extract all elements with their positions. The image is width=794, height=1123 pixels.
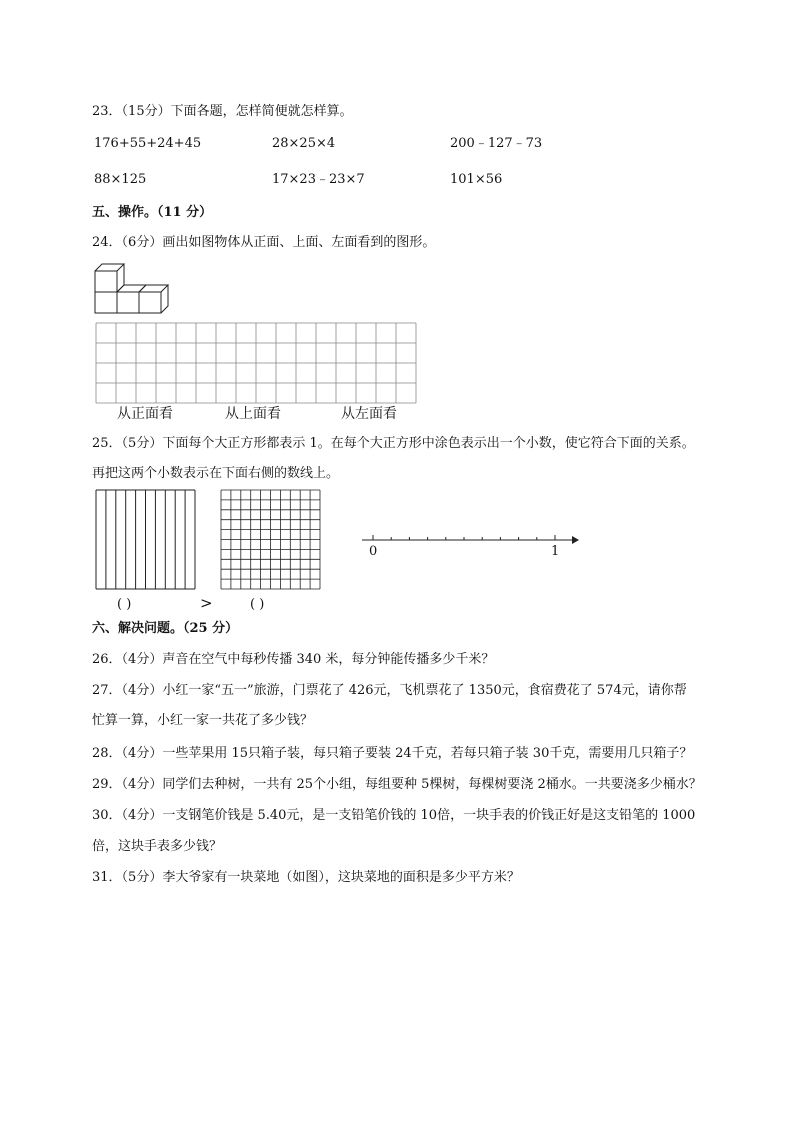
q28-line-1: 28．（4分）一些苹果用 15只箱子装，每只箱子要装 24千克，若每只箱子装 30千克，需要用几只箱子？ <box>92 746 693 761</box>
q25-tenths-square <box>95 489 196 590</box>
q23-expr-1: 176+55+24+45 <box>94 136 202 151</box>
section-6-title: 六、解决问题。（25 分） <box>92 621 239 636</box>
q25-greater-than: > <box>200 594 213 612</box>
q23-heading: 23．（15分）下面各题，怎样简便就怎样算。 <box>92 104 353 119</box>
q23-expr-3: 200﹣127﹣73 <box>450 136 543 151</box>
q27-line-1: 27．（4分）小红一家“五一”旅游，门票花了 426元，飞机票花了 1350元，食宿费花了 574元，请你帮 <box>92 683 687 698</box>
q30-line-2: 倍，这块手表多少钱？ <box>92 839 223 854</box>
q30-line-1: 30．（4分）一支钢笔价钱是 5.40元，是一支铅笔价钱的 10倍，一块手表的价钱正好是这支铅笔的 1000 <box>92 808 696 823</box>
q24-cube-figure <box>94 262 174 316</box>
q23-expr-4: 88×125 <box>94 172 147 187</box>
q23-expr-2: 28×25×4 <box>272 136 336 151</box>
q24-caption-top: 从上面看 <box>225 406 281 422</box>
q24-caption-left: 从左面看 <box>341 406 397 422</box>
q29-line-1: 29．（4分）同学们去种树，一共有 25个小组，每组要种 5棵树，每棵树要浇 2桶水。一共要浇多少桶水？ <box>92 777 702 792</box>
number-line-one: 1 <box>551 544 560 559</box>
q25-blank-left: ( ) <box>117 597 132 612</box>
q25-line-2: 再把这两个小数表示在下面右侧的数线上。 <box>92 466 340 481</box>
q25-blank-right: ( ) <box>250 597 265 612</box>
q24-drawing-grid <box>95 322 417 404</box>
q23-expr-6: 101×56 <box>450 172 503 187</box>
q24-caption-front: 从正面看 <box>117 406 173 422</box>
q23-expr-5: 17×23﹣23×7 <box>272 172 365 187</box>
q27-line-2: 忙算一算，小红一家一共花了多少钱？ <box>92 713 314 728</box>
q25-hundredths-square <box>220 489 321 590</box>
section-5-title: 五、操作。（11 分） <box>92 205 213 220</box>
number-line-zero: 0 <box>369 544 378 559</box>
q25-number-line <box>360 530 580 550</box>
q24-heading: 24．（6分）画出如图物体从正面、上面、左面看到的图形。 <box>92 235 436 250</box>
q25-line-1: 25．（5分）下面每个大正方形都表示 1。在每个大正方形中涂色表示出一个小数，使它符合下面的关系。 <box>92 436 695 451</box>
q31-line-1: 31．（5分）李大爷家有一块菜地（如图），这块菜地的面积是多少平方米？ <box>92 870 520 885</box>
q26-line-1: 26．（4分）声音在空气中每秒传播 340 米，每分钟能传播多少千米？ <box>92 652 495 667</box>
